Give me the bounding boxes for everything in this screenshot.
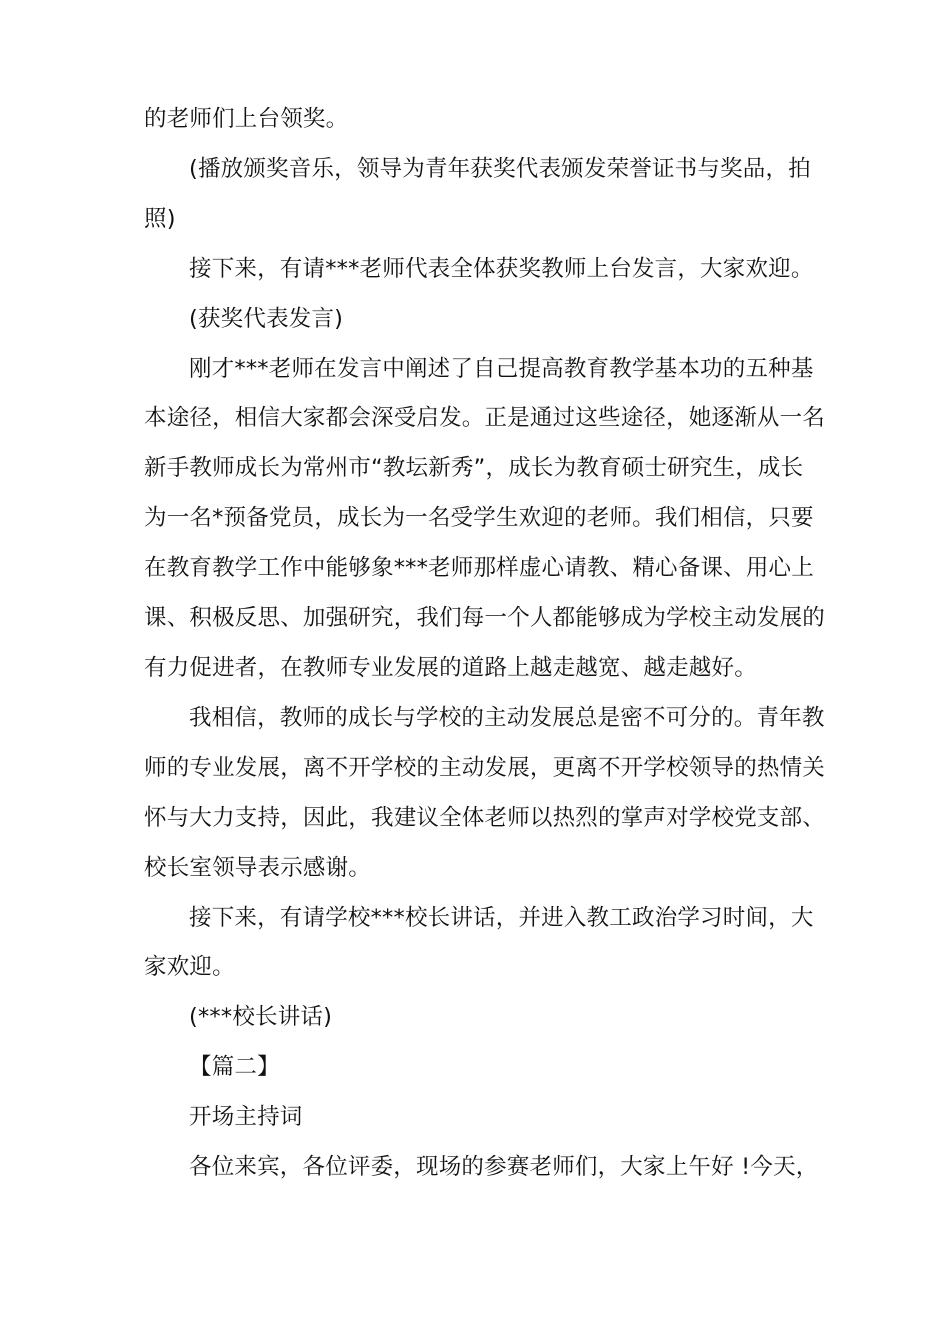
text-line: 开场主持词	[189, 1104, 303, 1131]
text-line: 【篇二】	[189, 1054, 280, 1081]
text-line: 接下来，有请***老师代表全体获奖教师上台发言，大家欢迎。	[189, 255, 814, 282]
text-line: 在教育教学工作中能够象***老师那样虚心请教、精心备课、用心上	[144, 555, 814, 582]
paragraph-7	[144, 894, 816, 994]
text-line: 刚才***老师在发言中阐述了自己提高教育教学基本功的五种基	[189, 355, 814, 382]
text-line: 新手教师成长为常州市“教坛新秀”，成长为教育硕士研究生，成长	[144, 455, 804, 482]
text-line: 校长室领导表示感谢。	[144, 854, 372, 881]
text-line: 为一名*预备党员，成长为一名受学生欢迎的老师。我们相信，只要	[144, 505, 814, 532]
paragraph-11	[144, 1143, 819, 1193]
text-line: 的老师们上台领奖。	[144, 106, 349, 132]
text-line: 照)	[144, 205, 176, 232]
paragraph-10	[144, 1093, 816, 1143]
paragraph-3	[144, 245, 816, 295]
paragraph-5	[144, 345, 826, 694]
section-heading	[144, 1043, 816, 1093]
paragraph-8	[144, 993, 816, 1043]
paragraph-6	[144, 694, 826, 894]
text-line: 怀与大力支持，因此，我建议全体老师以热烈的掌声对学校党支部、	[144, 804, 826, 831]
text-line: 课、积极反思、加强研究，我们每一个人都能够成为学校主动发展的	[144, 605, 826, 632]
document-body	[144, 95, 826, 1193]
text-line: 有力促进者，在教师专业发展的道路上越走越宽、越走越好。	[144, 654, 757, 681]
paragraph-2	[144, 145, 816, 245]
text-line: 师的专业发展，离不开学校的主动发展，更离不开学校领导的热情关	[144, 754, 826, 781]
paragraph-4	[144, 295, 816, 345]
text-line: (***校长讲话)	[189, 1004, 333, 1031]
text-line: 本途径，相信大家都会深受启发。正是通过这些途径，她逐渐从一名	[144, 405, 826, 432]
text-line: 各位来宾，各位评委，现场的参赛老师们，大家上午好 !今天，	[189, 1154, 819, 1181]
text-line: (获奖代表发言)	[189, 305, 344, 332]
text-line: 接下来，有请学校***校长讲话，并进入教工政治学习时间，大	[189, 904, 814, 931]
text-line: 家欢迎。	[144, 954, 235, 981]
text-line: 我相信，教师的成长与学校的主动发展总是密不可分的。青年教	[189, 704, 825, 731]
paragraph-1	[144, 95, 816, 145]
text-line: (播放颁奖音乐，领导为青年获奖代表颁发荣誉证书与奖品，拍	[189, 155, 811, 182]
